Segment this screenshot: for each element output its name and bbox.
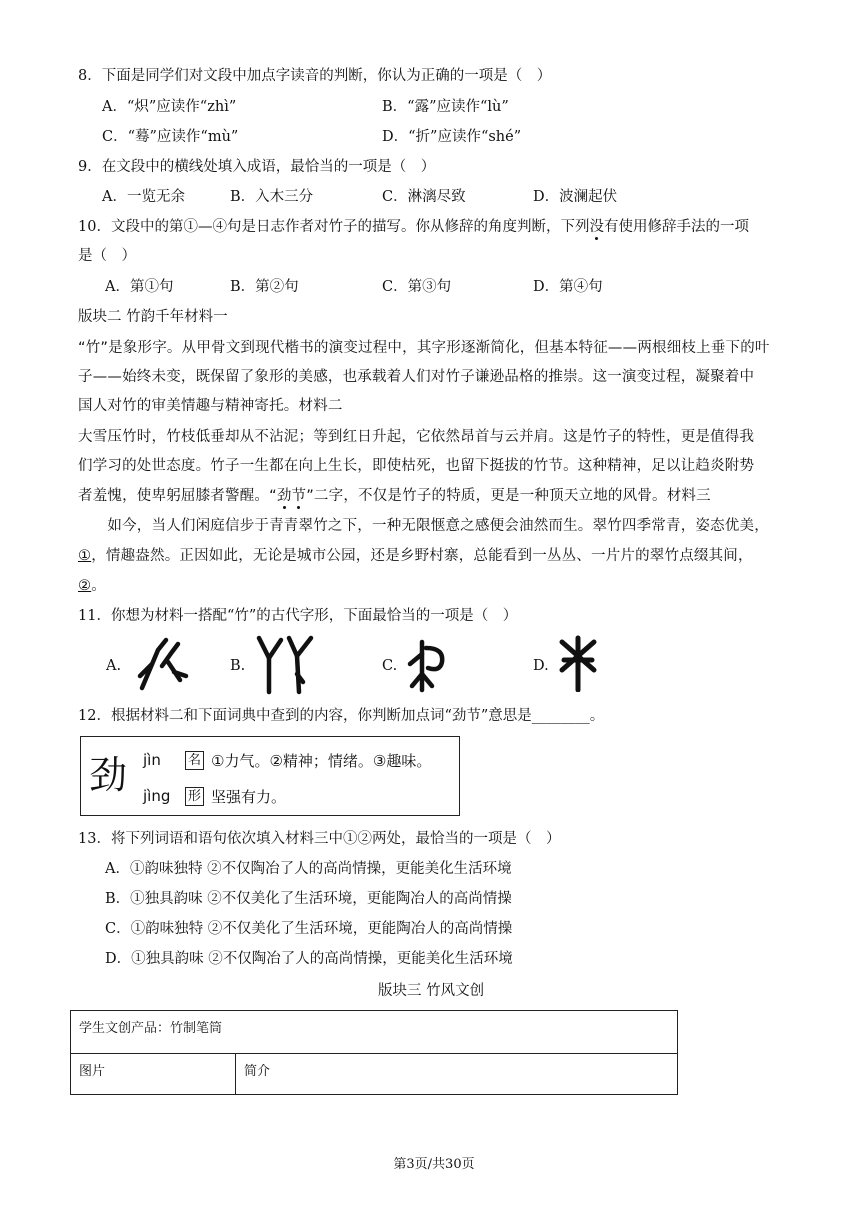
material2-line3 (78, 486, 711, 506)
q10-dotted-char: 没 (589, 219, 604, 235)
section3-heading: 版块三 竹风文创 (378, 983, 485, 999)
material3-line2 (78, 546, 753, 566)
material3-line1: 如今，当人们闲庭信步于青青翠竹之下，一种无限惬意之感便会油然而生。翠竹四季常青，姿态优美， (78, 518, 769, 534)
q8-option-c: C．“蓦”应读作“mù” (102, 129, 239, 145)
q12-stem (78, 706, 604, 726)
material2-line2: 们学习的处世态度。竹子一生都在向上生长，即使枯死，也留下挺拔的竹节。这种精神，足以让趋炎附势 (78, 458, 755, 474)
material3-line3-post: 。 (91, 578, 106, 594)
q12-answer-blank[interactable]: ________ (531, 708, 590, 724)
product-table-col-intro: 简介 (236, 1054, 678, 1095)
material1-line2: 子——始终未变，既保留了象形的美感，也承载着人们对竹子谦逊品格的推崇。这一演变过程，凝聚着中 (78, 369, 755, 385)
q10-stem-pre: 10．文段中的第①—④句是日志作者对竹子的描写。你从修辞的角度判断，下列 (78, 219, 590, 235)
q10-option-d: D．第④句 (533, 279, 603, 295)
q11-label-a: A. (106, 658, 122, 674)
q9-option-d: D．波澜起伏 (533, 189, 618, 205)
q10-stem-cont: 是（ ） (78, 248, 136, 264)
product-table-col-image: 图片 (71, 1054, 236, 1095)
ancient-bamboo-glyph-a (132, 636, 192, 692)
q11-label-d: D. (533, 658, 549, 674)
q13-option-d: D．①独具韵味 ②不仅陶冶了人的高尚情操，更能美化生活环境 (105, 951, 513, 967)
product-table-title: 学生文创产品：竹制笔筒 (71, 1011, 678, 1054)
q10-stem-post: 有使用修辞手法的一项 (603, 219, 749, 235)
material2-line3-pre: 者羞愧，使卑躬屈膝者警醒。“ (78, 488, 277, 504)
q10-option-a: A．第①句 (105, 279, 174, 295)
q8-option-b: B．“露”应读作“lù” (382, 99, 509, 115)
material3-line2-post: ，情趣盎然。正因如此，无论是城市公园，还是乡野村寨，总能看到一丛丛、一片片的翠竹点缀其间， (91, 548, 753, 564)
q11-label-c: C. (382, 658, 398, 674)
material2-line1: 大雪压竹时，竹枝低垂却从不沾泥；等到红日升起，它依然昂首与云并肩。这是竹子的特性，更是值得我 (78, 429, 755, 445)
dictionary-pos-1: 名 (185, 751, 204, 770)
q13-option-b: B．①独具韵味 ②不仅美化了生活环境，更能陶冶人的高尚情操 (105, 891, 512, 907)
q8-option-a: A．“炽”应读作“zhì” (102, 99, 237, 115)
dictionary-def-1: ①力气。②精神；情绪。③趣味。 (211, 752, 432, 770)
q8-stem: 8．下面是同学们对文段中加点字读音的判断，你认为正确的一项是（ ） (78, 68, 552, 84)
q8-option-d: D．“折”应读作“shé” (382, 129, 522, 145)
q12-stem-post: 。 (589, 708, 605, 724)
product-table (70, 1010, 678, 1095)
material2-line3-post: ”二字，不仅是竹子的特质，更是一种顶天立地的风骨。材料三 (306, 488, 711, 504)
q10-stem (78, 217, 749, 237)
q9-stem: 9．在文段中的横线处填入成语，最恰当的一项是（ ） (78, 159, 436, 175)
q10-option-b: B．第②句 (230, 279, 299, 295)
q13-option-c: C．①韵味独特 ②不仅美化了生活环境，更能陶冶人的高尚情操 (105, 921, 513, 937)
q9-option-a: A．一览无余 (102, 189, 185, 205)
ancient-bamboo-glyph-c (404, 634, 454, 694)
material3-blank-2: ② (78, 578, 92, 594)
q13-stem: 13．将下列词语和语句依次填入材料三中①②两处，最恰当的一项是（ ） (78, 831, 561, 847)
ancient-bamboo-glyph-d (558, 634, 598, 692)
ancient-bamboo-glyph-b (255, 634, 321, 696)
page-footer: 第3页/共30页 (393, 1157, 475, 1172)
dictionary-box (80, 736, 460, 816)
q9-option-b: B．入木三分 (230, 189, 314, 205)
material1-line1: “竹”是象形字。从甲骨文到现代楷书的演变过程中，其字形逐渐简化，但基本特征——两根细枝上垂下的叶 (78, 340, 770, 356)
material3-blank-1: ① (78, 548, 92, 564)
q13-option-a: A．①韵味独特 ②不仅陶冶了人的高尚情操，更能美化生活环境 (105, 861, 512, 877)
dictionary-pos-2: 形 (185, 787, 204, 806)
material1-line3: 国人对竹的审美情趣与精神寄托。材料二 (78, 398, 343, 414)
q10-option-c: C．第③句 (382, 279, 452, 295)
dictionary-headword: 劲 (89, 753, 128, 797)
dictionary-def-2: 坚强有力。 (211, 788, 287, 806)
section2-heading: 版块二 竹韵千年材料一 (78, 309, 228, 325)
material3-line3 (78, 576, 106, 596)
dictionary-pinyin-1: jìn (143, 751, 161, 769)
dotted-char-jin: 劲 (276, 488, 292, 504)
q12-stem-pre: 12．根据材料二和下面词典中查到的内容，你判断加点词“劲节”意思是 (78, 708, 532, 724)
q11-label-b: B. (230, 658, 246, 674)
q11-stem: 11．你想为材料一搭配“竹”的古代字形，下面最恰当的一项是（ ） (78, 608, 518, 624)
dictionary-pinyin-2: jìng (143, 787, 171, 805)
q9-option-c: C．淋漓尽致 (382, 189, 466, 205)
dotted-char-jie: 节 (291, 488, 307, 504)
